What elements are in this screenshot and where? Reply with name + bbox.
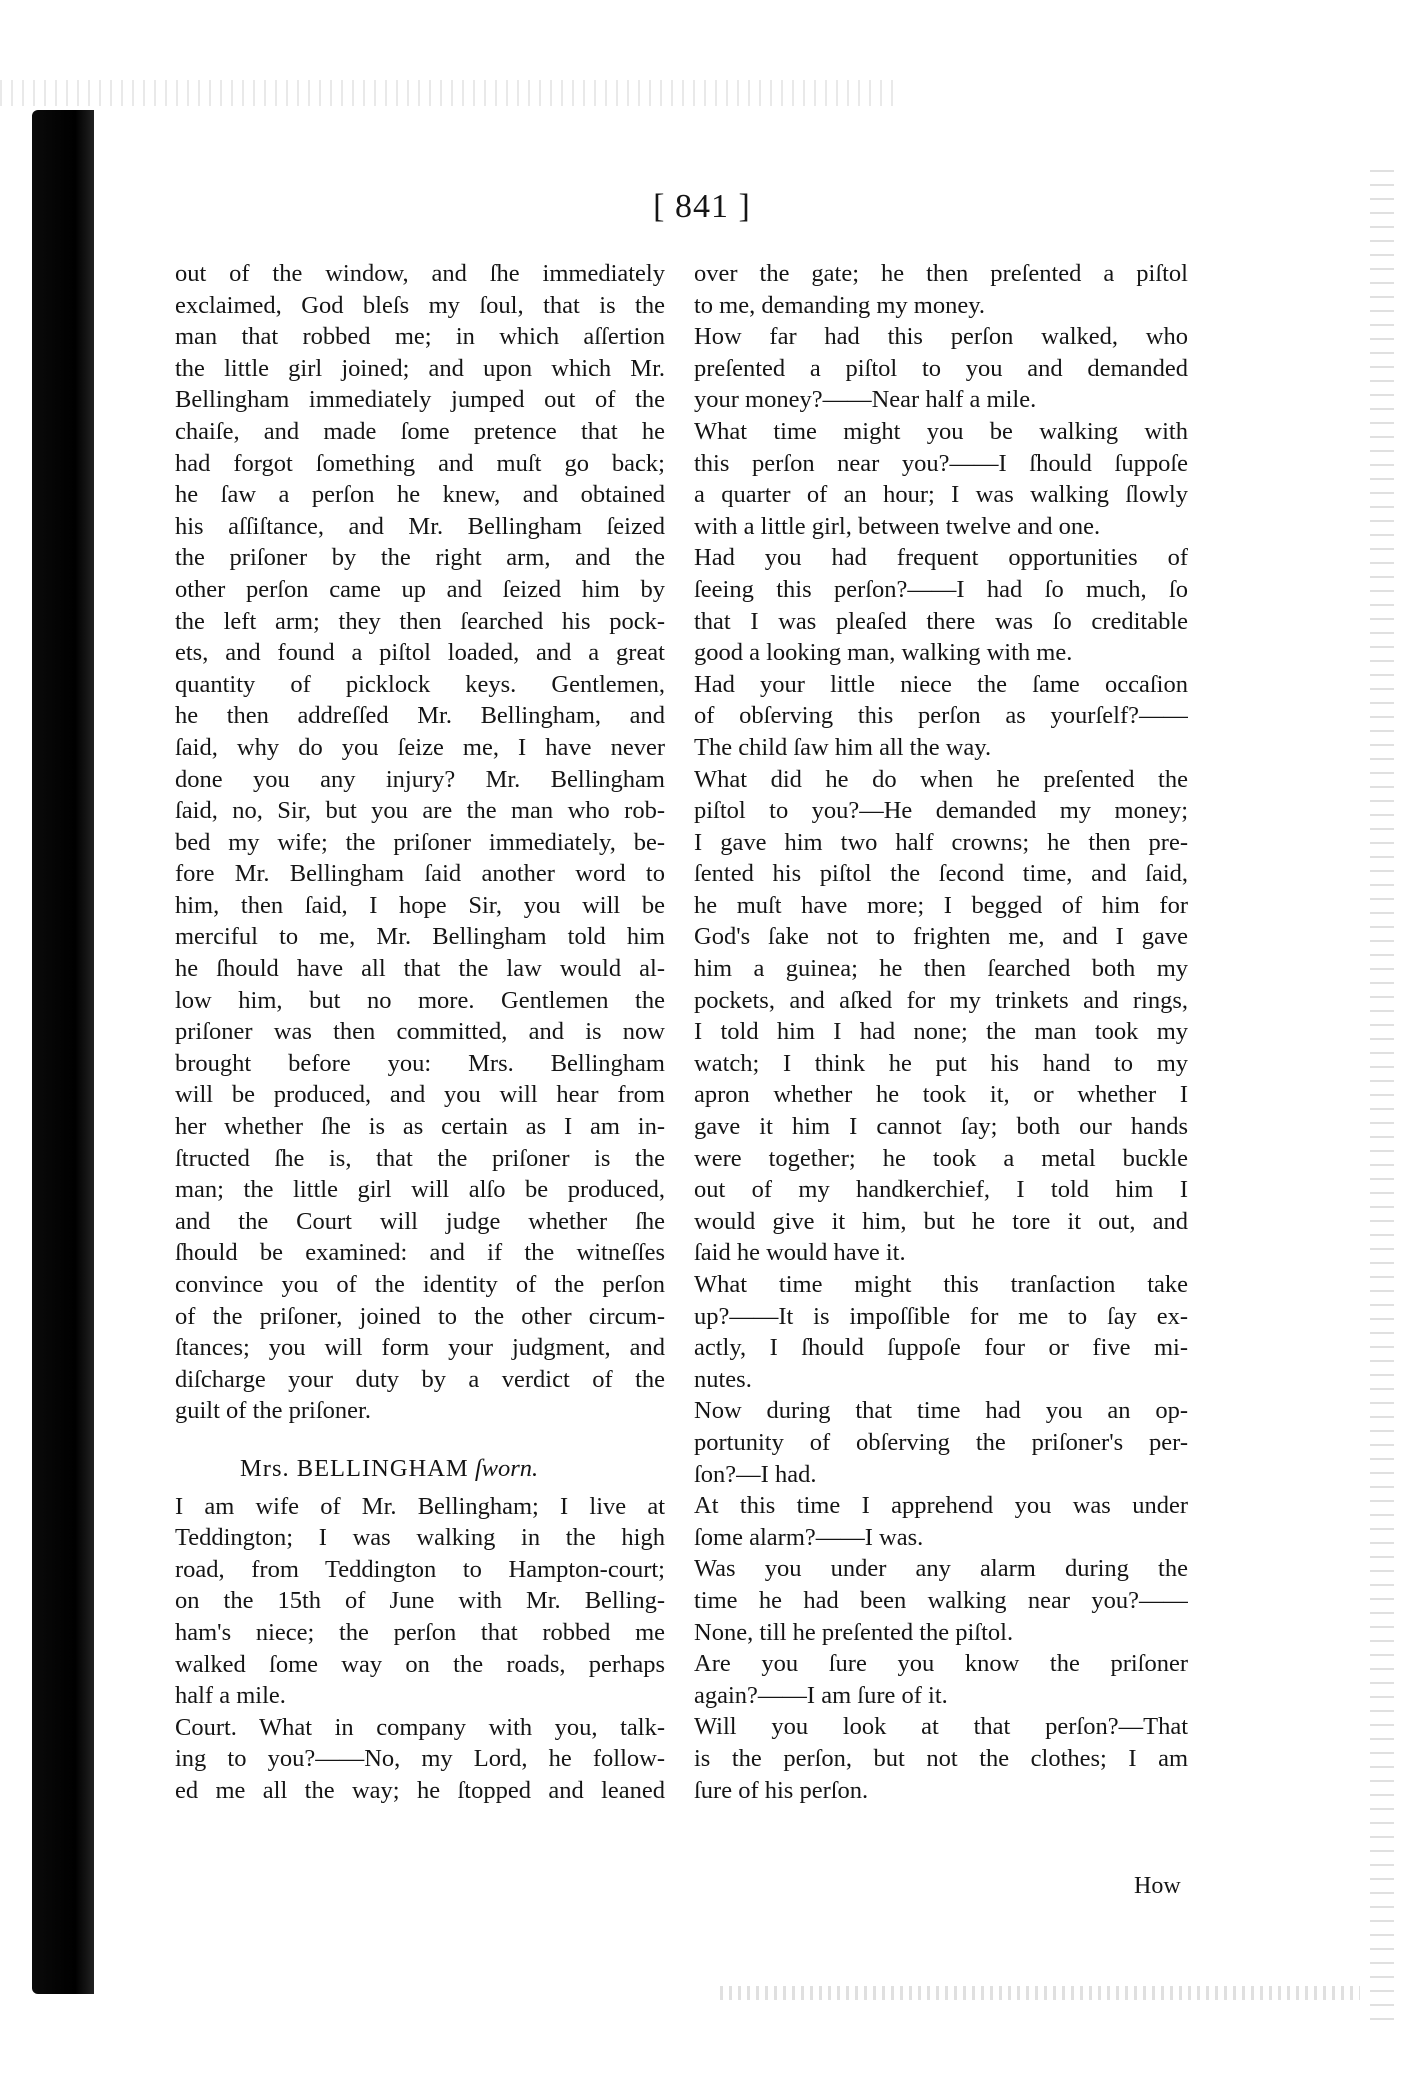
text-line: ſaid, no, Sir, but you are the man who rob- — [175, 797, 665, 825]
text-line: low him, but no more. Gentlemen the — [175, 986, 665, 1014]
text-line: bed my wife; the priſoner immediately, be- — [175, 828, 665, 856]
witness-heading-sworn: ſworn. — [474, 1454, 539, 1482]
text-line: to me, demanding my money. — [694, 291, 985, 319]
left-column-paragraph-after — [175, 1491, 665, 1807]
text-line: this perſon near you?——I ſhould ſuppoſe — [694, 449, 1188, 477]
text-line: on the 15th of June with Mr. Belling- — [175, 1587, 665, 1615]
text-line: your money?——Near half a mile. — [694, 386, 1037, 414]
text-line: he then addreſſed Mr. Bellingham, and — [175, 702, 665, 730]
text-line: merciful to me, Mr. Bellingham told him — [175, 923, 665, 951]
text-line: he muſt have more; I begged of him for — [694, 891, 1188, 919]
text-line: How far had this perſon walked, who — [694, 323, 1188, 351]
catchword: How — [1134, 1873, 1181, 1899]
text-line: a quarter of an hour; I was walking ſlowly — [694, 481, 1188, 509]
left-column-paragraph-before — [175, 258, 665, 1427]
text-line: priſoner was then committed, and is now — [175, 1018, 665, 1046]
text-line: ſaid, why do you ſeize me, I have never — [175, 733, 665, 761]
text-line: him, then ſaid, I hope Sir, you will be — [175, 891, 665, 919]
text-line: the priſoner by the right arm, and the — [175, 544, 665, 572]
text-line: diſcharge your duty by a verdict of the — [175, 1365, 665, 1393]
text-line: good a looking man, walking with me. — [694, 639, 1073, 667]
text-line: guilt of the priſoner. — [175, 1397, 371, 1425]
text-line: None, till he preſented the piſtol. — [694, 1618, 1014, 1646]
text-line: were together; he took a metal buckle — [694, 1144, 1188, 1172]
text-line: ed me all the way; he ſtopped and leaned — [175, 1776, 665, 1804]
text-line: over the gate; he then preſented a piſtol — [694, 260, 1188, 287]
text-line: would give it him, but he tore it out, and — [694, 1207, 1188, 1235]
text-line: nutes. — [694, 1365, 752, 1393]
text-line: I gave him two half crowns; he then pre- — [694, 828, 1188, 856]
text-line: At this time I apprehend you was under — [694, 1492, 1188, 1520]
text-line: Was you under any alarm during the — [694, 1555, 1188, 1583]
binding-shadow — [32, 110, 94, 1994]
text-line: Are you ſure you know the priſoner — [694, 1650, 1188, 1678]
text-line: brought before you: Mrs. Bellingham — [175, 1049, 665, 1077]
text-line: pockets, and aſked for my trinkets and rings, — [694, 986, 1188, 1014]
text-line: had forgot ſomething and muſt go back; — [175, 449, 665, 477]
text-line: of obſerving this perſon as yourſelf?—— — [694, 702, 1188, 730]
text-line: road, from Teddington to Hampton-court; — [175, 1555, 665, 1583]
text-line: time he had been walking near you?—— — [694, 1586, 1188, 1614]
witness-heading-name: Mrs. BELLINGHAM — [240, 1454, 469, 1482]
text-line: ham's niece; the perſon that robbed me — [175, 1618, 665, 1646]
text-line: man; the little girl will alſo be produced, — [175, 1176, 665, 1204]
text-line: of the priſoner, joined to the other circum- — [175, 1302, 665, 1330]
page-number: [ 841 ] — [653, 188, 751, 225]
text-line: with a little girl, between twelve and one. — [694, 512, 1101, 540]
text-line: Teddington; I was walking in the high — [175, 1524, 665, 1552]
text-line: exclaimed, God bleſs my ſoul, that is the — [175, 291, 665, 319]
text-line: ſon?—I had. — [694, 1460, 817, 1488]
text-line: quantity of picklock keys. Gentlemen, — [175, 670, 665, 698]
text-line: convince you of the identity of the perſon — [175, 1271, 665, 1298]
text-line: actly, I ſhould ſuppoſe four or five mi- — [694, 1334, 1188, 1362]
text-line: watch; I think he put his hand to my — [694, 1049, 1188, 1077]
text-line: up?——It is impoſſible for me to ſay ex- — [694, 1302, 1188, 1330]
text-line: other perſon came up and ſeized him by — [175, 575, 665, 603]
text-line: The child ſaw him all the way. — [694, 733, 992, 761]
text-line: Court. What in company with you, talk- — [175, 1713, 665, 1741]
text-line: he ſhould have all that the law would al- — [175, 955, 665, 983]
text-line: ſome alarm?——I was. — [694, 1523, 924, 1551]
text-line: What time might this tranſaction take — [694, 1271, 1188, 1298]
text-line: fore Mr. Bellingham ſaid another word to — [175, 860, 665, 888]
text-line: gave it him I cannot ſay; both our hands — [694, 1113, 1188, 1141]
text-line: preſented a piſtol to you and demanded — [694, 354, 1188, 382]
text-line: half a mile. — [175, 1682, 286, 1710]
text-line: Now during that time had you an op- — [694, 1397, 1188, 1425]
text-line: portunity of obſerving the priſoner's per- — [694, 1428, 1188, 1456]
text-line: Will you look at that perſon?—That — [694, 1713, 1188, 1741]
text-line: walked ſome way on the roads, perhaps — [175, 1650, 665, 1678]
text-line: man that robbed me; in which aſſertion — [175, 323, 665, 351]
scan-noise-bottom — [720, 1986, 1360, 2000]
text-line: ſeeing this perſon?——I had ſo much, ſo — [694, 575, 1188, 603]
text-line: that I was pleaſed there was ſo creditable — [694, 607, 1188, 635]
text-line: the little girl joined; and upon which Mr. — [175, 354, 665, 382]
text-line: her whether ſhe is as certain as I am in- — [175, 1113, 665, 1141]
witness-heading — [175, 1453, 665, 1485]
scan-noise-top — [0, 80, 900, 106]
text-line: the left arm; they then ſearched his pock- — [175, 607, 665, 635]
text-line: and the Court will judge whether ſhe — [175, 1207, 665, 1235]
text-line: ſhould be examined: and if the witneſſes — [175, 1239, 665, 1267]
right-column-text — [694, 258, 1188, 1806]
text-line: chaiſe, and made ſome pretence that he — [175, 417, 665, 445]
text-line: will be produced, and you will hear from — [175, 1081, 665, 1109]
text-line: apron whether he took it, or whether I — [694, 1081, 1188, 1109]
text-line: What time might you be walking with — [694, 417, 1188, 445]
text-line: out of the window, and ſhe immediately — [175, 260, 665, 287]
text-line: he ſaw a perſon he knew, and obtained — [175, 481, 665, 509]
text-line: ſtances; you will form your judgment, and — [175, 1334, 665, 1362]
text-line: is the perſon, but not the clothes; I am — [694, 1744, 1188, 1772]
text-line: done you any injury? Mr. Bellingham — [175, 765, 665, 793]
text-line: ing to you?——No, my Lord, he follow- — [175, 1745, 665, 1773]
text-line: God's ſake not to frighten me, and I gave — [694, 923, 1188, 951]
text-line: out of my handkerchief, I told him I — [694, 1176, 1188, 1204]
text-line: piſtol to you?—He demanded my money; — [694, 797, 1188, 825]
left-column — [175, 258, 665, 1807]
text-line: I am wife of Mr. Bellingham; I live at — [175, 1492, 665, 1520]
text-line: Had your little niece the ſame occaſion — [694, 670, 1188, 698]
text-line: ets, and found a piſtol loaded, and a great — [175, 639, 665, 667]
text-line: Bellingham immediately jumped out of the — [175, 386, 665, 414]
text-line: again?——I am ſure of it. — [694, 1681, 948, 1709]
text-line: Had you had frequent opportunities of — [694, 544, 1188, 572]
right-column — [694, 258, 1188, 1806]
text-line: ſented his piſtol the ſecond time, and ſaid, — [694, 860, 1188, 888]
text-line: What did he do when he preſented the — [694, 765, 1188, 793]
text-line: his aſſiſtance, and Mr. Bellingham ſeized — [175, 512, 665, 540]
text-line: him a guinea; he then ſearched both my — [694, 955, 1188, 983]
text-line: ſaid he would have it. — [694, 1239, 906, 1267]
text-line: ſtructed ſhe is, that the priſoner is the — [175, 1144, 665, 1172]
scan-noise-right — [1370, 170, 1394, 2020]
text-line: I told him I had none; the man took my — [694, 1018, 1188, 1046]
text-line: ſure of his perſon. — [694, 1776, 869, 1804]
